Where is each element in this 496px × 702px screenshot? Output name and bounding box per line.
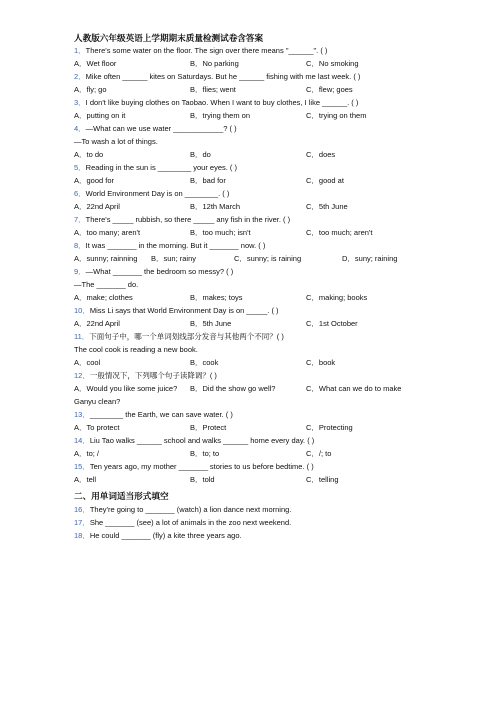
- question-10: 10．Miss Li says that World Environment Day is on _____. ( ): [74, 306, 279, 315]
- question-9-reply: —The _______ do.: [74, 280, 139, 289]
- question-11: 11．下面句子中，哪一个单词划线部分发音与其他两个不同？( ): [74, 332, 284, 341]
- question-9: 9．—What _______ the bedroom so messy? ( ): [74, 267, 234, 276]
- question-17: 17．She _______ (see) a lot of animals in the zoo next weekend.: [74, 518, 292, 527]
- question-7: 7．There's _____ rubbish, so there _____ any fish in the river. ( ): [74, 215, 291, 224]
- section-heading-fill: 二、用单词适当形式填空: [74, 491, 169, 501]
- question-5: 5．Reading in the sun is ________ your eyes. ( ): [74, 163, 238, 172]
- question-16: 16．They're going to _______ (watch) a lion dance next morning.: [74, 505, 292, 514]
- question-1: 1．There's some water on the floor. The sign over there means "______". ( ): [74, 46, 328, 55]
- worksheet-title: 人教版六年级英语上学期期末质量检测试卷含答案: [74, 33, 264, 43]
- question-6: 6．World Environment Day is on ________. ( ): [74, 189, 230, 198]
- question-11-sentence: The cool cook is reading a new book.: [74, 345, 198, 354]
- worksheet-page: 人教版六年级英语上学期期末质量检测试卷含答案 1．There's some water on the floor. The sign over there means "______". ( ) A．Wet floor B．No parking C．No smoking 2．Mike often ______ kites on Saturdays. But he ______ fishing with me last week. ( ) A．fly; go B．flies; went C．flew; goes 3．I don't like buying clothes on Taobao. When I want to buy clothes, I like ______. ( ) A．putting on it B．trying them on C．trying on them 4．—What can we use water ____________? ( ) —To wash a lot of things. A．to do B．do C．does 5．Reading in the sun is ________ your eyes. ( ) A．good for B．bad for C．good at 6．World Environment Day is on ________. ( ) A．22nd April B．12th March C．5th June 7．There's _____ rubbish, so there _____ any fish in the river. ( ) A．too many; aren't B．too much; isn't C．too much; aren't 8．It was _______ in the morning. But it _______ now. ( ) A．sunny; rainning B．sun; rainy C．sunny; is raining D．suny; raining 9．—What _______ the bedroom so messy? ( ) —The _______ do. A．make; clothes B．makes; toys C．making; books 10．Miss Li says that World Environment Day is on _____. ( ) A．22nd April B．5th June C．1st October 11．下面句子中，哪一个单词划线部分发音与其他两个不同？( ) The cool cook is reading a new book. A．cool B．cook C．book 12．一般情况下，下列哪个句子读降调？( ) A．Would you like some juice? B．Did the show go well? C．What can we do to make Ganyu clean? 13．________ the Earth, we can save water. ( ) A．To protect B．Protect C．Protecting 14．Liu Tao walks ______ school and walks ______ home every day. ( ) A．to; / B．to; to C．/; to 15．Ten years ago, my mother _______ stories to us before bedtime. ( ) A．tell B．told C．telling 二、用单词适当形式填空 16．They're going to _______ (watch) a lion dance next morning. 17．She _______ (see) a lot of animals in the zoo next weekend. 18．He could _______ (fly) a kite three years ago.: [74, 33, 402, 540]
- question-14: 14．Liu Tao walks ______ school and walks ______ home every day. ( ): [74, 436, 315, 445]
- question-4-reply: —To wash a lot of things.: [74, 137, 158, 146]
- question-8: 8．It was _______ in the morning. But it _______ now. ( ): [74, 241, 266, 250]
- question-12: 12．一般情况下，下列哪个句子读降调？( ): [74, 371, 217, 380]
- question-4: 4．—What can we use water ____________? ( ): [74, 124, 237, 133]
- question-2: 2．Mike often ______ kites on Saturdays. But he ______ fishing with me last week. ( ): [74, 72, 361, 81]
- question-18: 18．He could _______ (fly) a kite three years ago.: [74, 531, 242, 540]
- question-3: 3．I don't like buying clothes on Taobao. When I want to buy clothes, I like ______. ( ): [74, 98, 359, 107]
- question-13: 13．________ the Earth, we can save water. ( ): [74, 410, 233, 419]
- question-15: 15．Ten years ago, my mother _______ stories to us before bedtime. ( ): [74, 462, 314, 471]
- options-12-wrap: Ganyu clean?: [74, 397, 121, 406]
